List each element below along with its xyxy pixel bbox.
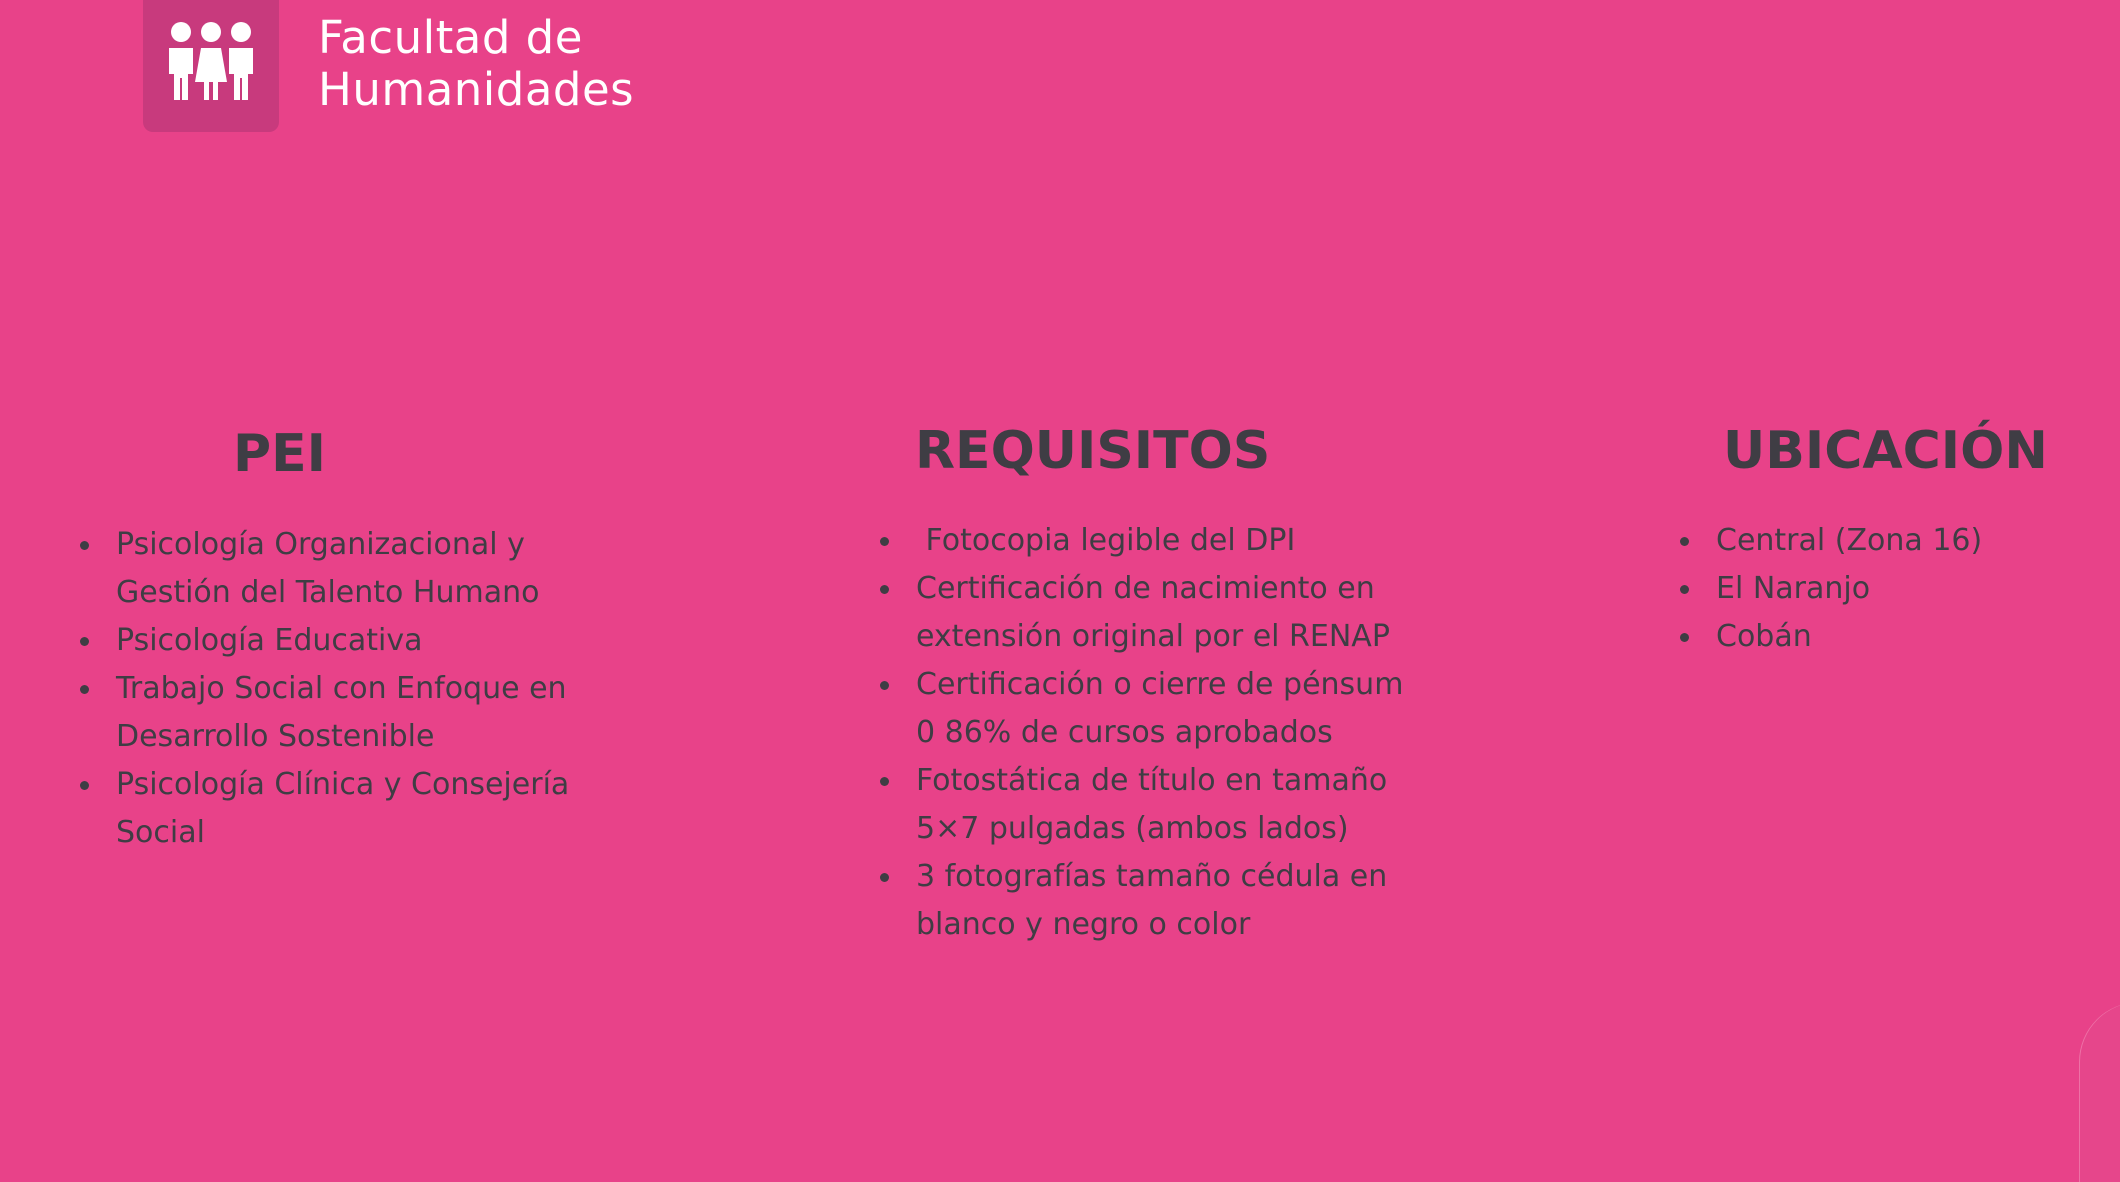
list-item: Central (Zona 16) — [1680, 517, 2060, 565]
faculty-name-line1: Facultad de — [318, 11, 583, 64]
bullet-icon — [1680, 537, 1689, 546]
list-item: Trabajo Social con Enfoque en Desarrollo Sostenible — [80, 665, 640, 761]
people-group-icon — [161, 10, 261, 110]
list-item: Cobán — [1680, 613, 2060, 661]
bullet-icon — [80, 637, 89, 646]
bullet-icon — [880, 777, 889, 786]
bullet-icon — [80, 541, 89, 550]
list-item: El Naranjo — [1680, 565, 2060, 613]
faculty-name-line2: Humanidades — [318, 63, 635, 116]
list-item: 3 fotografías tamaño cédula en blanco y negro o color — [880, 853, 1420, 949]
pei-title: PEI — [233, 424, 326, 484]
bullet-icon — [80, 685, 89, 694]
requisitos-list — [880, 517, 1420, 949]
requisitos-title: REQUISITOS — [915, 421, 1271, 481]
ubicacion-list — [1680, 517, 2060, 661]
faculty-logo — [143, 0, 279, 132]
list-item: Fotocopia legible del DPI — [880, 517, 1420, 565]
list-item: Psicología Organizacional y Gestión del Talento Humano — [80, 521, 640, 617]
faculty-name — [318, 12, 634, 116]
bullet-icon — [880, 681, 889, 690]
list-item: Fotostática de título en tamaño 5×7 pulgadas (ambos lados) — [880, 757, 1420, 853]
bullet-icon — [80, 781, 89, 790]
pei-list — [80, 521, 640, 857]
list-item: Psicología Clínica y Consejería Social — [80, 761, 640, 857]
bullet-icon — [880, 585, 889, 594]
ubicacion-title: UBICACIÓN — [1723, 421, 2048, 481]
bullet-icon — [880, 873, 889, 882]
list-item: Certificación de nacimiento en extensión original por el RENAP — [880, 565, 1420, 661]
list-item: Certificación o cierre de pénsum 0 86% de cursos aprobados — [880, 661, 1420, 757]
decorative-corner-shape — [2080, 1002, 2120, 1182]
bullet-icon — [1680, 585, 1689, 594]
bullet-icon — [1680, 633, 1689, 642]
bullet-icon — [880, 537, 889, 546]
list-item: Psicología Educativa — [80, 617, 640, 665]
